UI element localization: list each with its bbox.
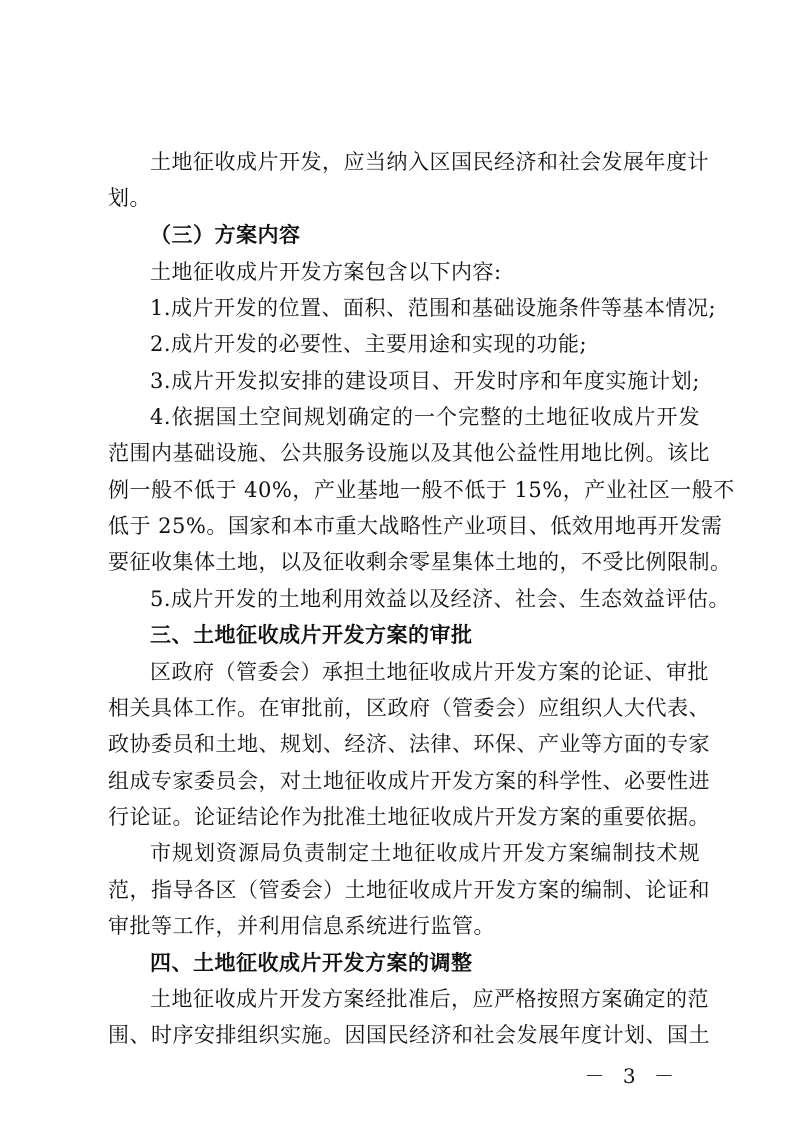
paragraph-line: 区政府（管委会）承担土地征收成片开发方案的论证、审批	[150, 660, 709, 684]
paragraph-line: 范围内基础设施、公共服务设施以及其他公益性用地比例。该比	[108, 441, 710, 465]
paragraph-line: 市规划资源局负责制定土地征收成片开发方案编制技术规	[150, 841, 700, 865]
list-item: 5.成片开发的土地利用效益以及经济、社会、生态效益评估。	[150, 587, 731, 611]
paragraph-line: 低于 25%。国家和本市重大战略性产业项目、低效用地再开发需	[108, 514, 723, 538]
section-heading: 四、土地征收成片开发方案的调整	[150, 951, 473, 975]
paragraph-line: 相关具体工作。在审批前，区政府（管委会）应组织人大代表、	[108, 696, 710, 720]
list-item: 1.成片开发的位置、面积、范围和基础设施条件等基本情况;	[150, 296, 717, 320]
paragraph-line: 土地征收成片开发方案包含以下内容:	[150, 260, 502, 284]
paragraph-line: 组成专家委员会，对土地征收成片开发方案的科学性、必要性进	[108, 769, 710, 793]
paragraph-line: 土地征收成片开发，应当纳入区国民经济和社会发展年度计	[150, 150, 709, 174]
paragraph-line: 例一般不低于 40%，产业基地一般不低于 15%，产业社区一般不	[108, 478, 735, 502]
list-item: 4.依据国土空间规划确定的一个完整的土地征收成片开发	[150, 405, 700, 429]
paragraph-line: 划。	[108, 186, 151, 210]
paragraph-line: 政协委员和土地、规划、经济、法律、环保、产业等方面的专家	[108, 732, 710, 756]
page-number: － 3 －	[584, 1064, 680, 1088]
section-heading: （三）方案内容	[150, 223, 301, 247]
section-heading: 三、土地征收成片开发方案的审批	[150, 623, 473, 647]
paragraph-line: 要征收集体土地，以及征收剩余零星集体土地的，不受比例限制。	[108, 550, 732, 574]
paragraph-line: 围、时序安排组织实施。因国民经济和社会发展年度计划、国土	[108, 1023, 710, 1047]
paragraph-line: 行论证。论证结论作为批准土地征收成片开发方案的重要依据。	[108, 805, 710, 829]
list-item: 2.成片开发的必要性、主要用途和实现的功能;	[150, 332, 588, 356]
paragraph-line: 范，指导各区（管委会）土地征收成片开发方案的编制、论证和	[108, 878, 710, 902]
list-item: 3.成片开发拟安排的建设项目、开发时序和年度实施计划;	[150, 369, 700, 393]
paragraph-line: 审批等工作，并利用信息系统进行监管。	[108, 914, 495, 938]
paragraph-line: 土地征收成片开发方案经批准后，应严格按照方案确定的范	[150, 987, 709, 1011]
